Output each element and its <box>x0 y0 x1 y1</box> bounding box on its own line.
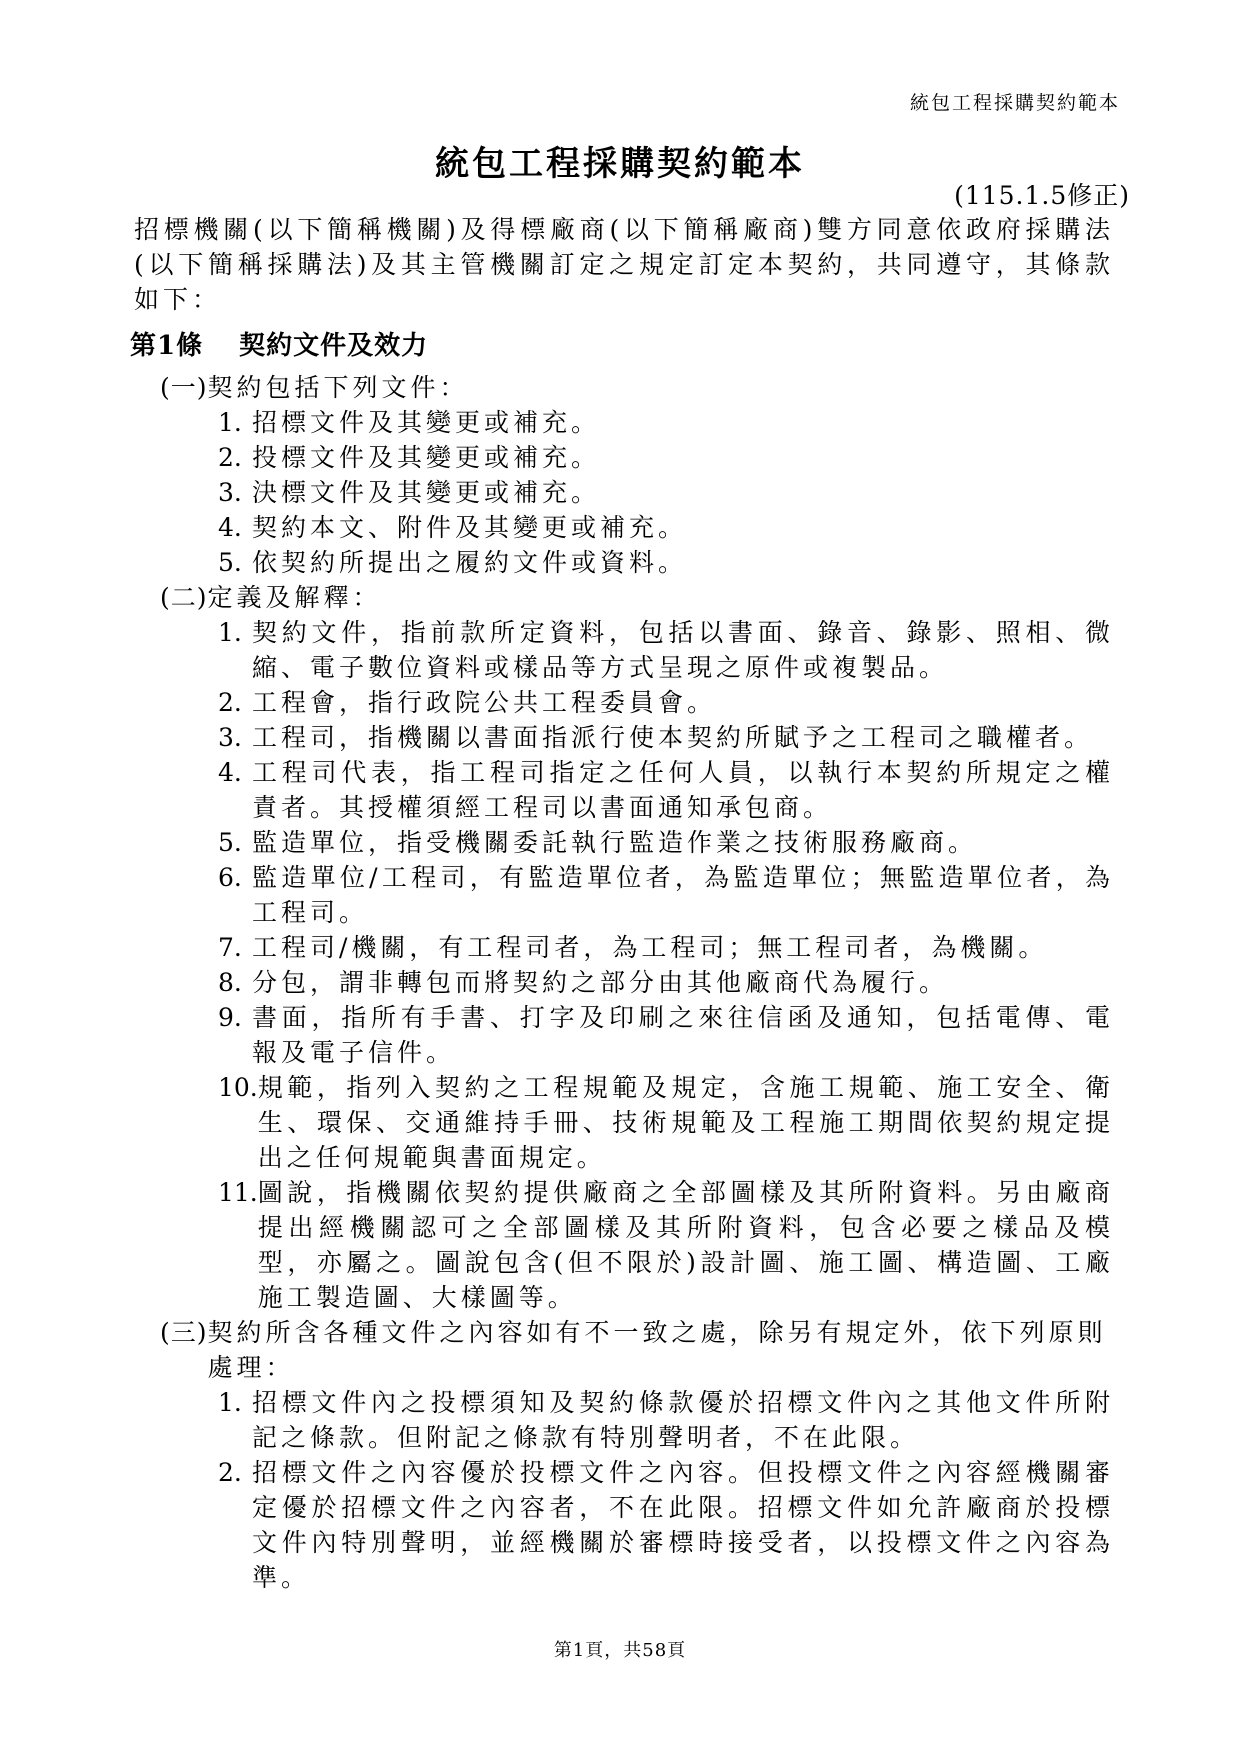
list-item <box>218 825 1114 860</box>
item-marker: 2. <box>218 443 242 472</box>
item-marker: 3. <box>218 478 242 507</box>
item-text: 分包，謂非轉包而將契約之部分由其他廠商代為履行。 <box>252 968 949 997</box>
item-text: 工程司/機關，有工程司者，為工程司；無工程司者，為機關。 <box>252 933 1048 962</box>
list-item <box>218 1175 1114 1315</box>
item-text: 招標文件內之投標須知及契約條款優於招標文件內之其他文件所附記之條款。但附記之條款有特別聲明者，不在此限。 <box>252 1388 1114 1452</box>
item-text: 契約文件，指前款所定資料，包括以書面、錄音、錄影、照相、微縮、電子數位資料或樣品等方式呈現之原件或複製品。 <box>252 618 1114 682</box>
item-marker: 4. <box>218 513 242 542</box>
list-item <box>218 860 1114 930</box>
item-text: 招標文件之內容優於投標文件之內容。但投標文件之內容經機關審定優於招標文件之內容者，不在此限。招標文件如允許廠商於投標文件內特別聲明，並經機關於審標時接受者，以投標文件之內容為準。 <box>252 1458 1114 1592</box>
item-text: 監造單位/工程司，有監造單位者，為監造單位；無監造單位者，為工程司。 <box>252 863 1114 927</box>
item-text: 契約本文、附件及其變更或補充。 <box>252 513 688 542</box>
item-marker: 1. <box>218 618 242 647</box>
section-text: 定義及解釋： <box>207 583 382 612</box>
list-item <box>218 405 1114 440</box>
running-header: 統包工程採購契約範本 <box>909 92 1120 114</box>
section-1 <box>160 370 1114 405</box>
section-2 <box>160 580 1114 615</box>
list-item <box>218 1000 1114 1070</box>
list-item <box>218 685 1114 720</box>
page-number: 第1頁，共58頁 <box>553 1640 687 1661</box>
item-marker: 1. <box>218 1388 242 1417</box>
list-item <box>218 1455 1114 1595</box>
item-marker: 5. <box>218 548 242 577</box>
section-marker: (二) <box>160 583 208 612</box>
item-marker: 8. <box>218 968 242 997</box>
item-text: 工程會，指行政院公共工程委員會。 <box>252 688 717 717</box>
item-marker: 10. <box>218 1073 258 1102</box>
document-title: 統包工程採購契約範本 <box>435 144 805 184</box>
item-text: 工程司代表，指工程司指定之任何人員，以執行本契約所規定之權責者。其授權須經工程司以書面通知承包商。 <box>252 758 1114 822</box>
item-marker: 5. <box>218 828 242 857</box>
item-marker: 6. <box>218 863 242 892</box>
item-text: 投標文件及其變更或補充。 <box>252 443 601 472</box>
list-item <box>218 755 1114 825</box>
item-marker: 9. <box>218 1003 242 1032</box>
section-marker: (三) <box>160 1318 208 1347</box>
list-item <box>218 930 1114 965</box>
intro-paragraph: 招標機關(以下簡稱機關)及得標廠商(以下簡稱廠商)雙方同意依政府採購法(以下簡稱採購法)及其主管機關訂定之規定訂定本契約，共同遵守，其條款如下： <box>134 215 1114 314</box>
list-item <box>218 510 1114 545</box>
article-number: 第1條 <box>130 331 204 361</box>
item-text: 依契約所提出之履約文件或資料。 <box>252 548 688 577</box>
section-3 <box>160 1315 1114 1385</box>
item-text: 書面，指所有手書、打字及印刷之來往信函及通知，包括電傳、電報及電子信件。 <box>252 1003 1114 1067</box>
list-item <box>218 615 1114 685</box>
document-body <box>130 212 1114 1595</box>
item-text: 監造單位，指受機關委託執行監造作業之技術服務廠商。 <box>252 828 978 857</box>
item-text: 工程司，指機關以書面指派行使本契約所賦予之工程司之職權者。 <box>252 723 1094 752</box>
list-item <box>218 475 1114 510</box>
list-item <box>218 965 1114 1000</box>
list-item <box>218 1385 1114 1455</box>
article-heading <box>130 329 1114 364</box>
list-item <box>218 720 1114 755</box>
list-item <box>218 545 1114 580</box>
item-marker: 11. <box>218 1178 258 1207</box>
list-item <box>218 440 1114 475</box>
item-marker: 4. <box>218 758 242 787</box>
section-text: 契約所含各種文件之內容如有不一致之處，除另有規定外，依下列原則處理： <box>207 1318 1107 1382</box>
item-text: 決標文件及其變更或補充。 <box>252 478 601 507</box>
section-marker: (一) <box>160 373 208 402</box>
item-marker: 7. <box>218 933 242 962</box>
section-text: 契約包括下列文件： <box>207 373 469 402</box>
item-marker: 2. <box>218 688 242 717</box>
item-text: 規範，指列入契約之工程規範及規定，含施工規範、施工安全、衛生、環保、交通維持手冊、技術規範及工程施工期間依契約規定提出之任何規範與書面規定。 <box>257 1073 1114 1172</box>
revision-date: (115.1.5修正) <box>954 181 1130 210</box>
item-text: 圖說，指機關依契約提供廠商之全部圖樣及其所附資料。另由廠商提出經機關認可之全部圖樣及其所附資料，包含必要之樣品及模型，亦屬之。圖說包含(但不限於)設計圖、施工圖、構造圖、工廠施工製造圖、大樣圖等。 <box>257 1178 1114 1312</box>
item-marker: 2. <box>218 1458 242 1487</box>
article-title: 契約文件及效力 <box>239 331 429 361</box>
item-marker: 1. <box>218 408 242 437</box>
list-item <box>218 1070 1114 1175</box>
item-text: 招標文件及其變更或補充。 <box>252 408 601 437</box>
item-marker: 3. <box>218 723 242 752</box>
